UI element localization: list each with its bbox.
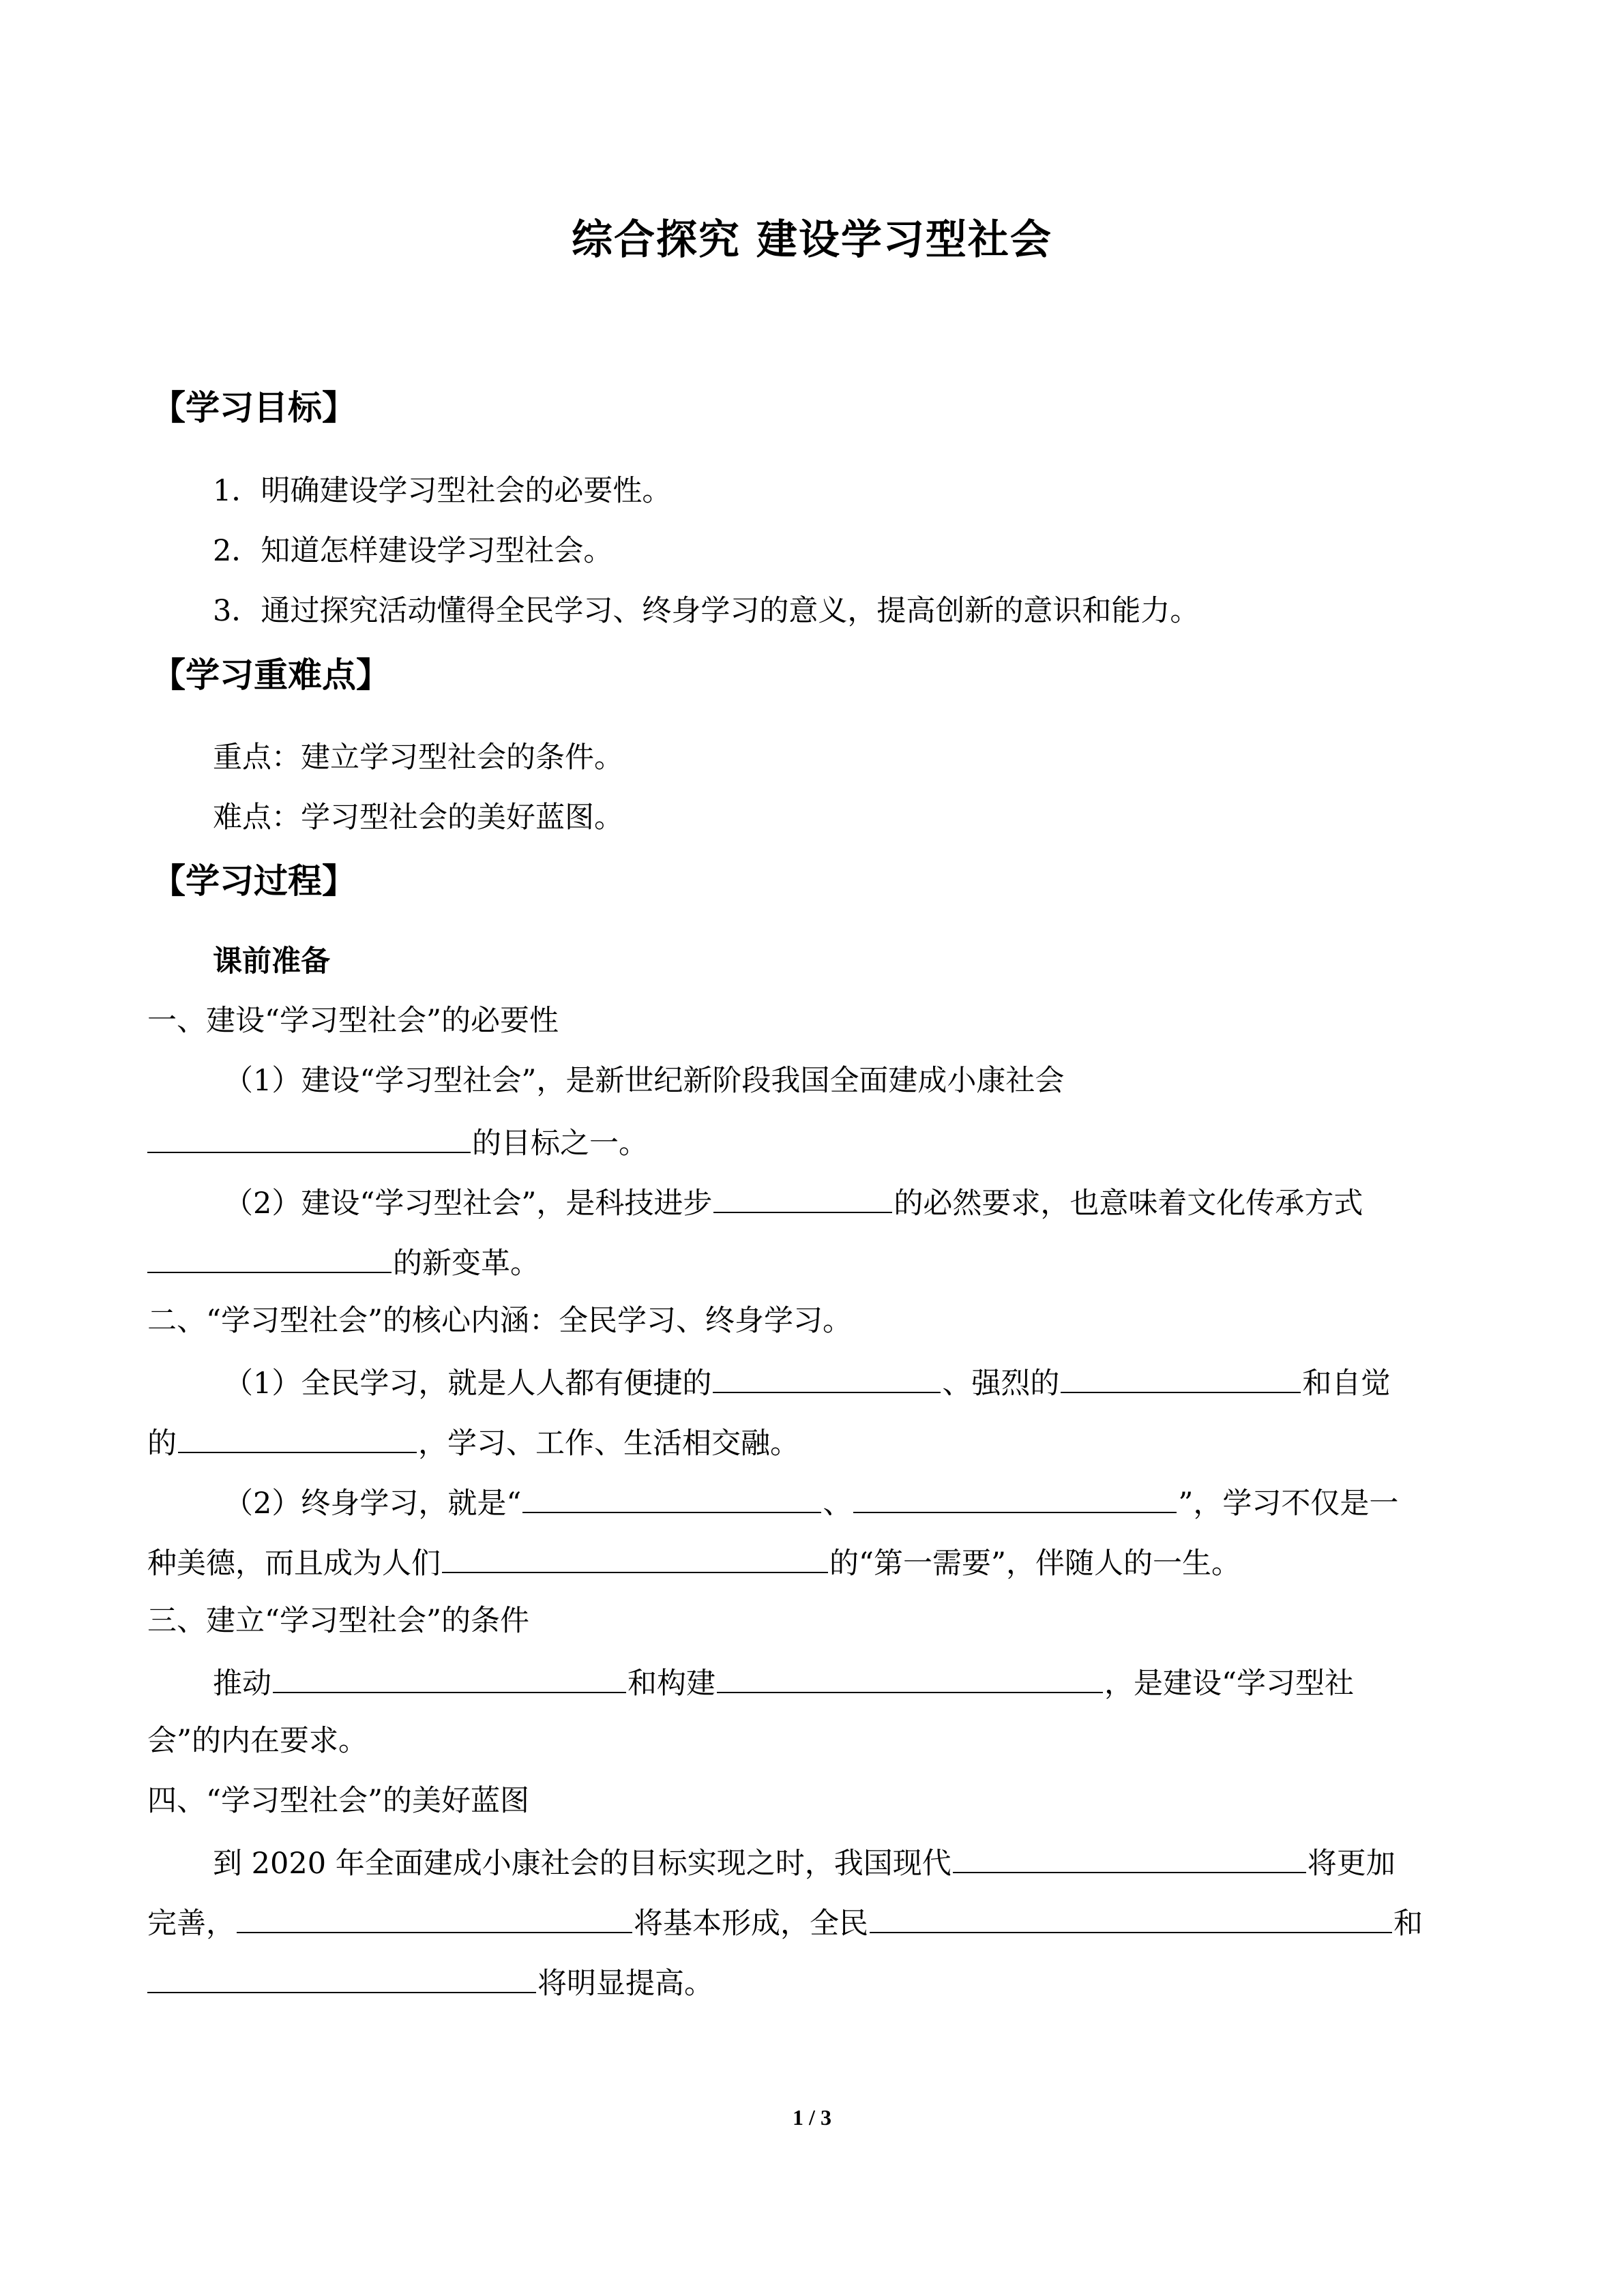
text: ，学习、工作、生活相交融。 — [418, 1427, 799, 1461]
text: 的新变革。 — [393, 1247, 540, 1281]
part-heading-4: 四、“学习型社会”的美好蓝图 — [147, 1784, 529, 1818]
text: 完善， — [147, 1907, 235, 1941]
text: 和 — [1393, 1907, 1423, 1941]
text: ”，学习不仅是一 — [1178, 1487, 1399, 1521]
key-point-item: 重点：建立学习型社会的条件。 — [213, 741, 623, 775]
text: 的“第一需要”，伴随人的一生。 — [829, 1547, 1241, 1581]
text: 将更加 — [1307, 1847, 1396, 1881]
paragraph-4-cont — [147, 1900, 1484, 1944]
paragraph-3 — [213, 1660, 1550, 1704]
page-number: 1 / 3 — [793, 2105, 831, 2130]
fill-blank[interactable] — [717, 1660, 1103, 1693]
paragraph-4 — [213, 1840, 1550, 1884]
fill-blank[interactable] — [147, 1120, 471, 1153]
paragraph-3-cont: 会”的内在要求。 — [147, 1724, 368, 1758]
text: 到 2020 年全面建成小康社会的目标实现之时，我国现代 — [213, 1847, 951, 1881]
paragraph-2-2-cont — [147, 1540, 1484, 1584]
fill-blank[interactable] — [953, 1840, 1306, 1873]
paragraph-2-2 — [224, 1480, 1561, 1524]
goal-item: 3．通过探究活动懂得全民学习、终身学习的意义，提高创新的意识和能力。 — [213, 594, 1200, 628]
text: 的 — [147, 1427, 177, 1461]
text: 、 — [823, 1487, 853, 1521]
text: 和构建 — [628, 1667, 715, 1701]
fill-blank[interactable] — [178, 1420, 417, 1453]
paragraph-2-1-cont — [147, 1420, 1484, 1464]
text: 将基本形成，全民 — [634, 1907, 868, 1941]
section-heading-process: 【学习过程】 — [151, 861, 356, 901]
fill-blank[interactable] — [853, 1480, 1177, 1513]
section-heading-goals: 【学习目标】 — [151, 388, 356, 428]
paragraph-4-cont-2 — [147, 1960, 1484, 2004]
paragraph-1-2-cont — [147, 1240, 1484, 1284]
part-heading-1: 一、建设“学习型社会”的必要性 — [147, 1004, 559, 1038]
paragraph-1-1-cont — [147, 1120, 1484, 1164]
goal-item: 2．知道怎样建设学习型社会。 — [213, 534, 613, 568]
fill-blank[interactable] — [1061, 1360, 1301, 1393]
paragraph-2-1 — [224, 1360, 1561, 1404]
fill-blank[interactable] — [522, 1480, 821, 1513]
fill-blank[interactable] — [273, 1660, 626, 1693]
part-heading-2: 二、“学习型社会”的核心内涵：全民学习、终身学习。 — [147, 1304, 852, 1338]
text: 的目标之一。 — [472, 1127, 648, 1161]
fill-blank[interactable] — [442, 1540, 828, 1573]
fill-blank[interactable] — [870, 1900, 1392, 1933]
page-title: 综合探究 建设学习型社会 — [572, 216, 1052, 264]
text: 将明显提高。 — [537, 1967, 713, 2001]
fill-blank[interactable] — [237, 1900, 632, 1933]
part-heading-3: 三、建立“学习型社会”的条件 — [147, 1604, 529, 1638]
subheading-preparation: 课前准备 — [213, 944, 330, 979]
fill-blank[interactable] — [147, 1960, 536, 1993]
fill-blank[interactable] — [147, 1240, 392, 1273]
section-heading-key-points: 【学习重难点】 — [151, 655, 390, 695]
difficult-point-item: 难点：学习型社会的美好蓝图。 — [213, 801, 623, 835]
text: 推动 — [213, 1667, 271, 1701]
fill-blank[interactable] — [713, 1180, 892, 1213]
text: （1）建设“学习型社会”，是新世纪新阶段我国全面建成小康社会 — [224, 1064, 1065, 1098]
text: （2）建设“学习型社会”，是科技进步 — [224, 1187, 713, 1221]
paragraph-1-1 — [224, 1060, 1561, 1101]
text: 种美德，而且成为人们 — [147, 1547, 441, 1581]
text: （2）终身学习，就是“ — [224, 1487, 522, 1521]
paragraph-1-2 — [224, 1180, 1561, 1224]
fill-blank[interactable] — [713, 1360, 941, 1393]
text: （1）全民学习，就是人人都有便捷的 — [224, 1367, 712, 1401]
text: 和自觉 — [1302, 1367, 1391, 1401]
goal-item: 1．明确建设学习型社会的必要性。 — [213, 474, 672, 508]
text: 、强烈的 — [942, 1367, 1060, 1401]
text: ，是建设“学习型社 — [1104, 1667, 1354, 1701]
text: 的必然要求，也意味着文化传承方式 — [894, 1187, 1363, 1221]
